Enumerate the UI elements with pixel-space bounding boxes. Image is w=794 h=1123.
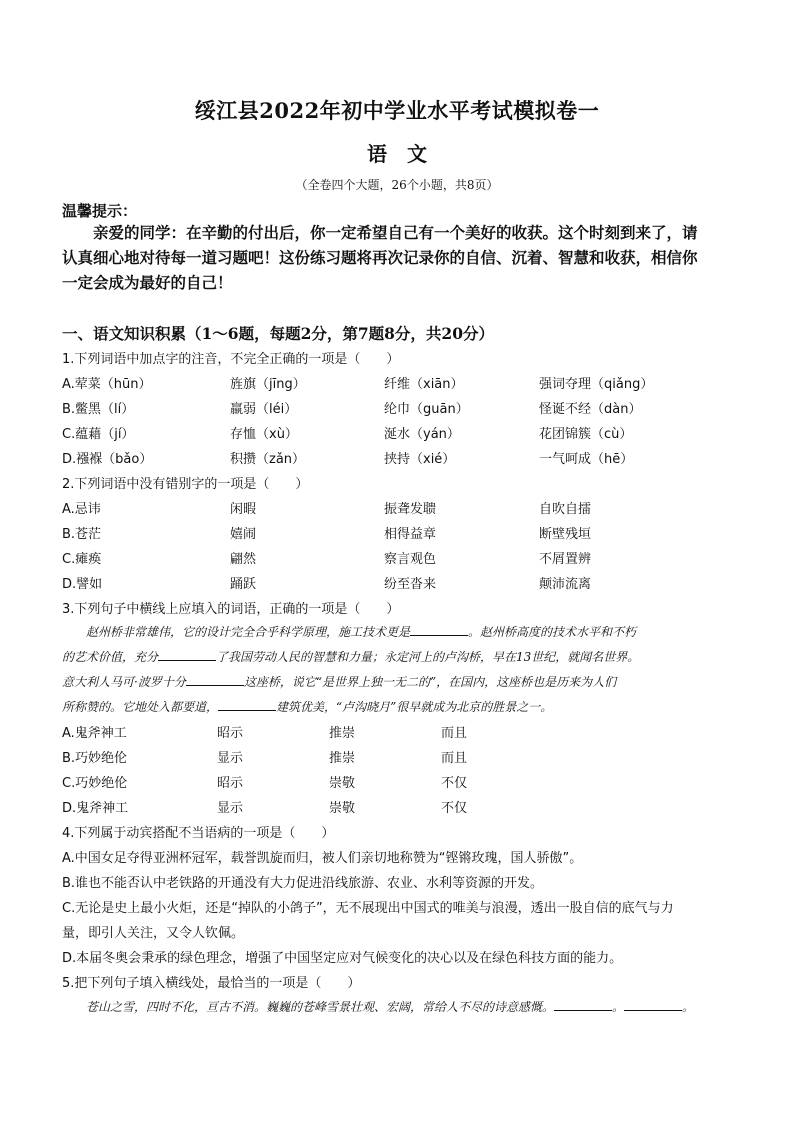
option-cell: 断壁残垣	[539, 527, 592, 542]
passage-text: 所称赞的。它地处入都要道，	[62, 700, 219, 714]
question-4-option-d[interactable]: D.本届冬奥会秉承的绿色理念，增强了中国坚定应对气候变化的决心以及在绿色科技方面的能力。	[62, 951, 623, 966]
question-2-option-d[interactable]	[62, 573, 742, 595]
question-1-option-b[interactable]	[62, 398, 742, 420]
question-3-option-a[interactable]	[62, 722, 742, 744]
option-cell: 怪诞不经（dàn）	[539, 402, 642, 417]
question-2-stem: 2.下列词语中没有错别字的一项是（ ）	[62, 477, 309, 492]
option-cell: A.忌讳	[62, 502, 101, 517]
tips-line: 认真细心地对待每一道习题吧！这份练习题将再次记录你的自信、沉着、智慧和收获，相信你	[62, 248, 698, 267]
option-cell: C.蕴藉（jí）	[62, 427, 135, 442]
question-4-option-c-cont: 量，即引人关注，又令人钦佩。	[62, 926, 245, 941]
question-4-option-b[interactable]: B.谁也不能否认中老铁路的开通没有大力促进沿线旅游、农业、水利等资源的开发。	[62, 876, 544, 891]
option-cell: D.鬼斧神工	[62, 801, 129, 816]
option-cell: 存恤（xù）	[230, 427, 298, 442]
question-3-stem: 3.下列句子中横线上应填入的词语，正确的一项是（ ）	[62, 602, 400, 617]
question-4-option-a[interactable]: A.中国女足夺得亚洲杯冠军，载誉凯旋而归，被人们亲切地称赞为“铿锵玫瑰，国人骄傲”。	[62, 851, 583, 866]
option-cell: 强词夺理（qiǎng）	[539, 377, 654, 392]
page-title: 绥江县2022年初中学业水平考试模拟卷一	[194, 98, 600, 123]
question-1-stem: 1.下列词语中加点字的注音，不完全正确的一项是（ ）	[62, 352, 400, 367]
passage-line	[62, 670, 740, 695]
option-cell: 不仅	[441, 776, 468, 791]
passage-punct: 。	[612, 1000, 625, 1014]
tips-label: 温馨提示：	[62, 202, 138, 220]
option-cell: 闲暇	[230, 502, 257, 517]
question-4-option-c[interactable]: C.无论是史上最小火炬，还是“掉队的小鸽子”，无不展现出中国式的唯美与浪漫，透出一股自信的底气与力	[62, 901, 674, 916]
passage-text: 意大利人马可·波罗十分	[62, 675, 186, 689]
question-3-option-b[interactable]	[62, 747, 742, 769]
option-cell: B.巧妙绝伦	[62, 751, 128, 766]
fill-blank[interactable]	[410, 623, 468, 636]
passage-text: 的艺术价值，充分	[62, 650, 159, 664]
passage-line	[62, 620, 740, 645]
option-cell: 自吹自擂	[539, 502, 592, 517]
tips-text	[62, 220, 738, 295]
option-cell: 振聋发聩	[384, 502, 437, 517]
subject-title: 语 文	[367, 142, 427, 166]
question-1-option-d[interactable]	[62, 448, 742, 470]
option-cell: 翩然	[230, 552, 257, 567]
option-cell: 崇敬	[329, 801, 356, 816]
tips-line: 亲爱的同学：在辛勤的付出后，你一定希望自己有一个美好的收获。这个时刻到来了，请	[62, 223, 698, 242]
question-1-option-a[interactable]	[62, 373, 742, 395]
option-cell: A.鬼斧神工	[62, 726, 127, 741]
option-cell: 相得益章	[384, 527, 437, 542]
passage-line	[62, 995, 740, 1020]
fill-blank[interactable]	[624, 998, 682, 1011]
question-3-option-d[interactable]	[62, 797, 742, 819]
question-5-passage	[62, 995, 740, 1020]
fill-blank[interactable]	[218, 698, 276, 711]
option-cell: 颠沛流离	[539, 577, 592, 592]
option-cell: 察言观色	[384, 552, 437, 567]
option-cell: 纷至沓来	[384, 577, 437, 592]
option-cell: 昭示	[217, 726, 244, 741]
option-cell: 踊跃	[230, 577, 257, 592]
option-cell: 而且	[441, 726, 468, 741]
option-cell: 而且	[441, 751, 468, 766]
fill-blank[interactable]	[186, 673, 244, 686]
tips-line: 一定会成为最好的自己！	[62, 273, 233, 292]
option-cell: 显示	[217, 801, 244, 816]
passage-line	[62, 645, 740, 670]
section-heading: 一、语文知识积累（1～6题，每题2分，第7题8分，共20分）	[62, 324, 494, 343]
exam-scope: （全卷四个大题，26个小题，共8页）	[295, 178, 499, 192]
option-cell: 积攒（zǎn）	[230, 452, 306, 467]
option-cell: 涎水（yán）	[384, 427, 460, 442]
passage-text: 建筑优美，“卢沟晓月”很早就成为北京的胜景之一。	[276, 700, 553, 714]
question-2-option-b[interactable]	[62, 523, 742, 545]
passage-text: 赵州桥非常雄伟，它的设计完全合乎科学原理，施工技术更是	[62, 625, 411, 639]
option-cell: 花团锦簇（cù）	[539, 427, 633, 442]
option-cell: 纤维（xiān）	[384, 377, 464, 392]
question-3-passage	[62, 620, 740, 720]
passage-line	[62, 695, 740, 720]
option-cell: D.譬如	[62, 577, 103, 592]
fill-blank[interactable]	[158, 648, 216, 661]
question-3-option-c[interactable]	[62, 772, 742, 794]
option-cell: 羸弱（léi）	[230, 402, 298, 417]
option-cell: 崇敬	[329, 776, 356, 791]
option-cell: 推崇	[329, 726, 356, 741]
fill-blank[interactable]	[554, 998, 612, 1011]
option-cell: B.苍茫	[62, 527, 102, 542]
passage-text: 苍山之雪，四时不化，亘古不消。巍巍的苍峰雪景壮观、宏阔，常给人不尽的诗意感慨。	[62, 1000, 555, 1014]
question-4-stem: 4.下列属于动宾搭配不当语病的一项是（ ）	[62, 826, 335, 841]
passage-text: 这座桥，说它“是世界上独一无二的”，在国内，这座桥也是历来为人们	[243, 675, 617, 689]
option-cell: C.巧妙绝伦	[62, 776, 128, 791]
passage-punct: 。	[682, 1000, 695, 1014]
passage-text: 了我国劳动人民的智慧和力量；永定河上的卢沟桥，早在13世纪，就闻名世界。	[216, 650, 640, 664]
option-cell: 不屑置辨	[539, 552, 592, 567]
option-cell: D.襁褓（bǎo）	[62, 452, 153, 467]
option-cell: 纶巾（guān）	[384, 402, 469, 417]
question-2-option-c[interactable]	[62, 548, 742, 570]
question-2-option-a[interactable]	[62, 498, 742, 520]
option-cell: 不仅	[441, 801, 468, 816]
option-cell: 一气呵成（hē）	[539, 452, 634, 467]
passage-text: 。赵州桥高度的技术水平和不朽	[468, 625, 637, 639]
option-cell: A.荤菜（hūn）	[62, 377, 152, 392]
option-cell: 嬉闹	[230, 527, 257, 542]
option-cell: 昭示	[217, 776, 244, 791]
option-cell: 推崇	[329, 751, 356, 766]
question-1-option-c[interactable]	[62, 423, 742, 445]
option-cell: 旌旗（jīng）	[230, 377, 306, 392]
option-cell: 显示	[217, 751, 244, 766]
question-5-stem: 5.把下列句子填入横线处，最恰当的一项是（ ）	[62, 976, 361, 991]
option-cell: B.鳖黑（lí）	[62, 402, 135, 417]
option-cell: 挟持（xié）	[384, 452, 456, 467]
option-cell: C.瘫痪	[62, 552, 102, 567]
